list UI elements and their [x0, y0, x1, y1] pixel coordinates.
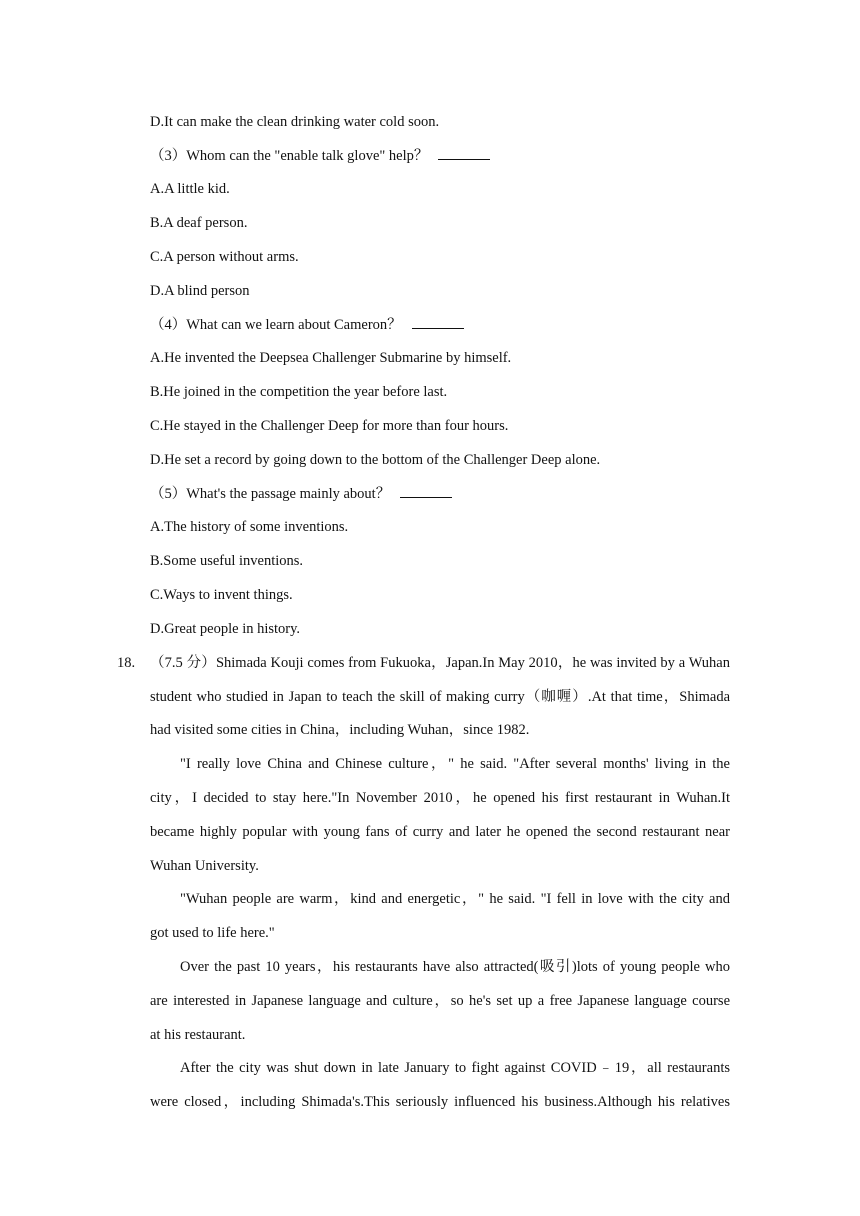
passage-line: were closed，including Shimada's.This seriously influenced his business.Although his relatives [150, 1094, 730, 1110]
option: C.He stayed in the Challenger Deep for more than four hours. [150, 418, 509, 434]
option: C.Ways to invent things. [150, 587, 293, 603]
passage-line: student who studied in Japan to teach the skill of making curry（咖喱）.At that time，Shimada [150, 689, 730, 705]
question-stem [150, 146, 490, 166]
question-text: （3）Whom can the "enable talk glove" help？ [150, 148, 429, 164]
answer-blank[interactable] [438, 147, 490, 160]
answer-blank[interactable] [412, 316, 464, 329]
option: B.A deaf person. [150, 215, 248, 231]
option: A.He invented the Deepsea Challenger Submarine by himself. [150, 350, 512, 366]
passage-line: became highly popular with young fans of curry and later he opened the second restaurant near [150, 824, 730, 840]
passage-line: After the city was shut down in late January to fight against COVID﹣19，all restaurants [180, 1060, 730, 1076]
passage-line: Wuhan University. [150, 858, 259, 874]
passage-line: got used to life here." [150, 925, 275, 941]
question-text: （4）What can we learn about Cameron？ [150, 317, 402, 333]
option: A.The history of some inventions. [150, 519, 349, 535]
option: A.A little kid. [150, 181, 230, 197]
option: D.He set a record by going down to the bottom of the Challenger Deep alone. [150, 452, 601, 468]
q2-option-d: D.It can make the clean drinking water cold soon. [150, 114, 440, 130]
passage-line: （7.5 分）Shimada Kouji comes from Fukuoka，Japan.In May 2010，he was invited by a Wuhan [150, 655, 730, 671]
question-number: 18. [117, 655, 136, 671]
option: D.Great people in history. [150, 621, 301, 637]
passage-line: are interested in Japanese language and culture，so he's set up a free Japanese language course [150, 993, 730, 1009]
passage-line: had visited some cities in China，including Wuhan，since 1982. [150, 722, 530, 738]
question-text: （5）What's the passage mainly about？ [150, 486, 391, 502]
passage-line: "I really love China and Chinese culture，" he said. "After several months' living in the [180, 756, 730, 772]
option: B.Some useful inventions. [150, 553, 304, 569]
question-stem [150, 315, 464, 335]
passage-line: city，I decided to stay here."In November 2010，he opened his first restaurant in Wuhan.It [150, 790, 730, 806]
option: D.A blind person [150, 283, 250, 299]
option: B.He joined in the competition the year before last. [150, 384, 448, 400]
passage-line: at his restaurant. [150, 1027, 246, 1043]
answer-blank[interactable] [400, 485, 452, 498]
option: C.A person without arms. [150, 249, 299, 265]
passage-line: "Wuhan people are warm，kind and energetic，" he said. "I fell in love with the city and [180, 891, 730, 907]
question-stem [150, 484, 452, 504]
passage-line: Over the past 10 years，his restaurants have also attracted(吸引)lots of young people who [180, 959, 730, 975]
